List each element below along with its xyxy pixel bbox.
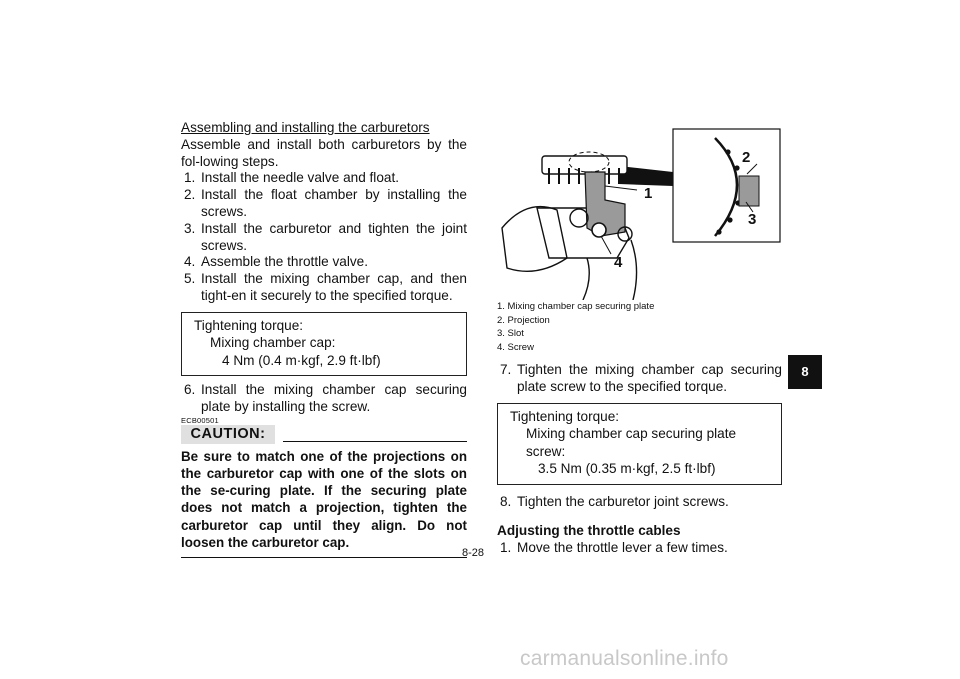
left-column xyxy=(181,120,467,558)
torque-title: Tightening torque: xyxy=(510,408,620,424)
page-number: 8-28 xyxy=(462,547,485,559)
legend-item: 2. Projection xyxy=(497,314,550,326)
leader-line xyxy=(601,236,611,254)
intro-paragraph: Assemble and install both carburetors by the fol-lowing steps. xyxy=(181,136,467,169)
torque-spec-box xyxy=(497,403,782,485)
torque-item: Mixing chamber cap securing plate screw: xyxy=(526,426,737,459)
boss xyxy=(570,209,588,227)
reference-code: ECB00501 xyxy=(181,415,219,425)
callout-label: 1 xyxy=(644,185,653,202)
list-item: 3. Install the carburetor and tighten the joint screws. xyxy=(184,220,467,253)
list-item: 8. Tighten the carburetor joint screws. xyxy=(500,493,729,509)
list-item: 6. Install the mixing chamber cap securing plate by installing the screw. xyxy=(184,382,467,415)
carburetor-body xyxy=(583,258,589,300)
caution-header xyxy=(181,425,467,445)
section-tab: 8 xyxy=(788,355,822,389)
legend-item: 3. Slot xyxy=(497,328,524,340)
legend-item: 1. Mixing chamber cap securing plate xyxy=(497,301,655,312)
leader-line xyxy=(605,186,637,190)
list-item: 1. Move the throttle lever a few times. xyxy=(500,539,728,555)
list-item: 2. Install the float chamber by installing the screws. xyxy=(184,187,467,219)
torque-title: Tightening torque: xyxy=(194,317,304,333)
securing-plate-inset xyxy=(739,176,759,206)
list-item: 4. Assemble the throttle valve. xyxy=(184,254,368,270)
callout-label: 2 xyxy=(742,149,751,166)
caution-badge: CAUTION: xyxy=(181,425,275,444)
torque-value: 3.5 Nm (0.35 m·kgf, 2.5 ft·lbf) xyxy=(538,461,716,477)
list-item: 1. Install the needle valve and float. xyxy=(184,170,399,186)
section-heading: Assembling and installing the carburetors xyxy=(181,120,430,135)
carburetor-illustration xyxy=(497,128,782,300)
figure-legend xyxy=(497,300,782,354)
legend-item: 4. Screw xyxy=(497,341,534,353)
screw-head xyxy=(592,223,606,237)
callout-label: 4 xyxy=(614,254,623,271)
carburetor-body xyxy=(631,240,637,300)
torque-spec-box xyxy=(181,312,467,377)
section-heading: Adjusting the throttle cables xyxy=(497,522,681,538)
caution-text: Be sure to match one of the projections on the carburetor cap with one of the slots on the se-curing plate. If the securing plate does not match a projection, tighten the carburetor cap until they align. Do not loosen the carburetor cap. xyxy=(181,448,467,550)
right-column xyxy=(497,300,782,556)
list-item: 7. Tighten the mixing chamber cap securing plate screw to the specified torque. xyxy=(500,362,782,395)
list-item: 5. Install the mixing chamber cap, and then tight-en it securely to the specified torque. xyxy=(184,271,467,303)
inset-frame xyxy=(673,129,780,242)
carburetor-figure xyxy=(497,128,782,300)
divider xyxy=(181,557,467,558)
torque-item: Mixing chamber cap: xyxy=(210,335,336,351)
divider xyxy=(283,441,467,442)
step-list xyxy=(181,170,467,304)
callout-label: 3 xyxy=(748,211,757,228)
torque-value: 4 Nm (0.4 m·kgf, 2.9 ft·lbf) xyxy=(222,352,381,368)
watermark: carmanualsonline.info xyxy=(520,647,729,670)
carburetor-body xyxy=(502,207,567,272)
